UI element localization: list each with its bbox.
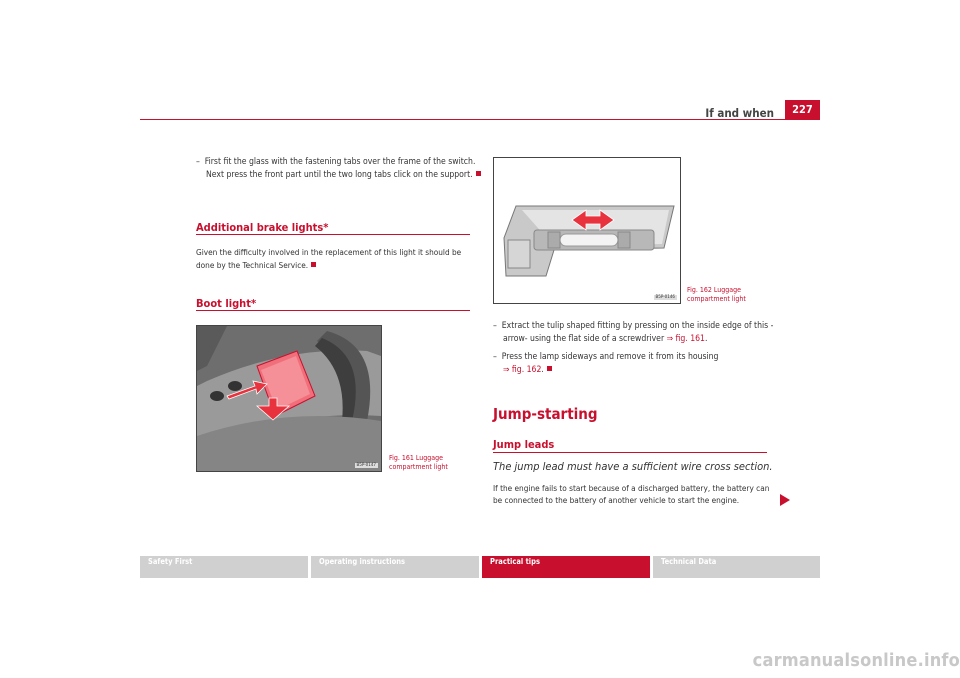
figure-161-caption-line1: Fig. 161 Luggage	[389, 454, 443, 462]
bullet-fit-glass	[196, 156, 481, 182]
footer-tab-technical-data[interactable]: Technical Data	[653, 556, 820, 578]
continue-arrow-icon	[780, 494, 790, 506]
heading-rule	[196, 234, 470, 235]
brake-lights-text	[196, 246, 471, 272]
footer-tab-operating-instructions[interactable]: Operating instructions	[311, 556, 479, 578]
figure-161-illustration	[196, 325, 382, 472]
lamp-housing-illustration	[494, 158, 680, 303]
bullet-dash: –	[493, 321, 502, 331]
bullet-dash: –	[196, 157, 205, 167]
end-of-section-icon	[547, 366, 552, 371]
figure-161-caption	[389, 454, 448, 472]
jump-leads-text: If the engine fails to start because of a discharged battery, the battery can be connected to the battery of another vehicle to start the engine.	[493, 483, 770, 505]
watermark-text: carmanualsonline.info	[752, 650, 960, 671]
figure-162-caption	[687, 286, 746, 304]
heading-rule	[493, 452, 767, 453]
heading-jump-starting: Jump-starting	[493, 405, 598, 423]
heading-rule	[196, 310, 470, 311]
jump-leads-intro: The jump lead must have a sufficient wire cross section.	[493, 460, 773, 473]
end-of-section-icon	[311, 262, 316, 267]
footer-tab-practical-tips[interactable]: Practical tips	[482, 556, 650, 578]
bullet-extract-text: Extract the tulip shaped fitting by pressing on the inside edge of this -arrow- using the flat side of a screwdriver	[501, 321, 774, 344]
boot-light-illustration	[197, 326, 381, 471]
brake-lights-text-content: Given the difficulty involved in the replacement of this light it should be done by the Technical Service.	[196, 247, 462, 270]
figure-162-illustration	[493, 157, 681, 304]
heading-additional-brake-lights: Additional brake lights*	[196, 221, 329, 234]
header-rule	[140, 119, 820, 120]
bullet-press-text: Press the lamp sideways and remove it from its housing	[501, 352, 719, 362]
figure-161-code: B5P-0147	[356, 463, 376, 468]
figure-161-caption-line2: compartment light	[389, 463, 448, 471]
figure-162-caption-line2: compartment light	[687, 295, 746, 303]
heading-jump-leads: Jump leads	[493, 438, 555, 451]
page-number-badge: 227	[785, 100, 820, 119]
fig-162-reference-link[interactable]: ⇒ fig. 162	[503, 365, 542, 375]
bullet-press-lamp: – Press the lamp sideways and remove it from its housing ⇒ fig. 162.	[493, 352, 719, 375]
footer-tab-safety-first[interactable]: Safety First	[140, 556, 308, 578]
bullet-dash: –	[493, 352, 502, 362]
end-of-section-icon	[476, 171, 481, 176]
bullet-fit-glass-text: First fit the glass with the fastening tabs over the frame of the switch. Next press the front part until the two long tabs click on the support.	[204, 157, 476, 180]
bullet-extract-fitting: – Extract the tulip shaped fitting by pressing on the inside edge of this -arrow- using the flat side of a screwdriver ⇒ fig. 161.	[493, 321, 774, 344]
figure-162-caption-line1: Fig. 162 Luggage	[687, 286, 741, 294]
fig-161-reference-link[interactable]: ⇒ fig. 161	[666, 334, 705, 344]
heading-boot-light: Boot light*	[196, 297, 257, 310]
page-header-title: If and when	[705, 106, 774, 120]
figure-162-code: B5P-0146	[655, 295, 675, 300]
